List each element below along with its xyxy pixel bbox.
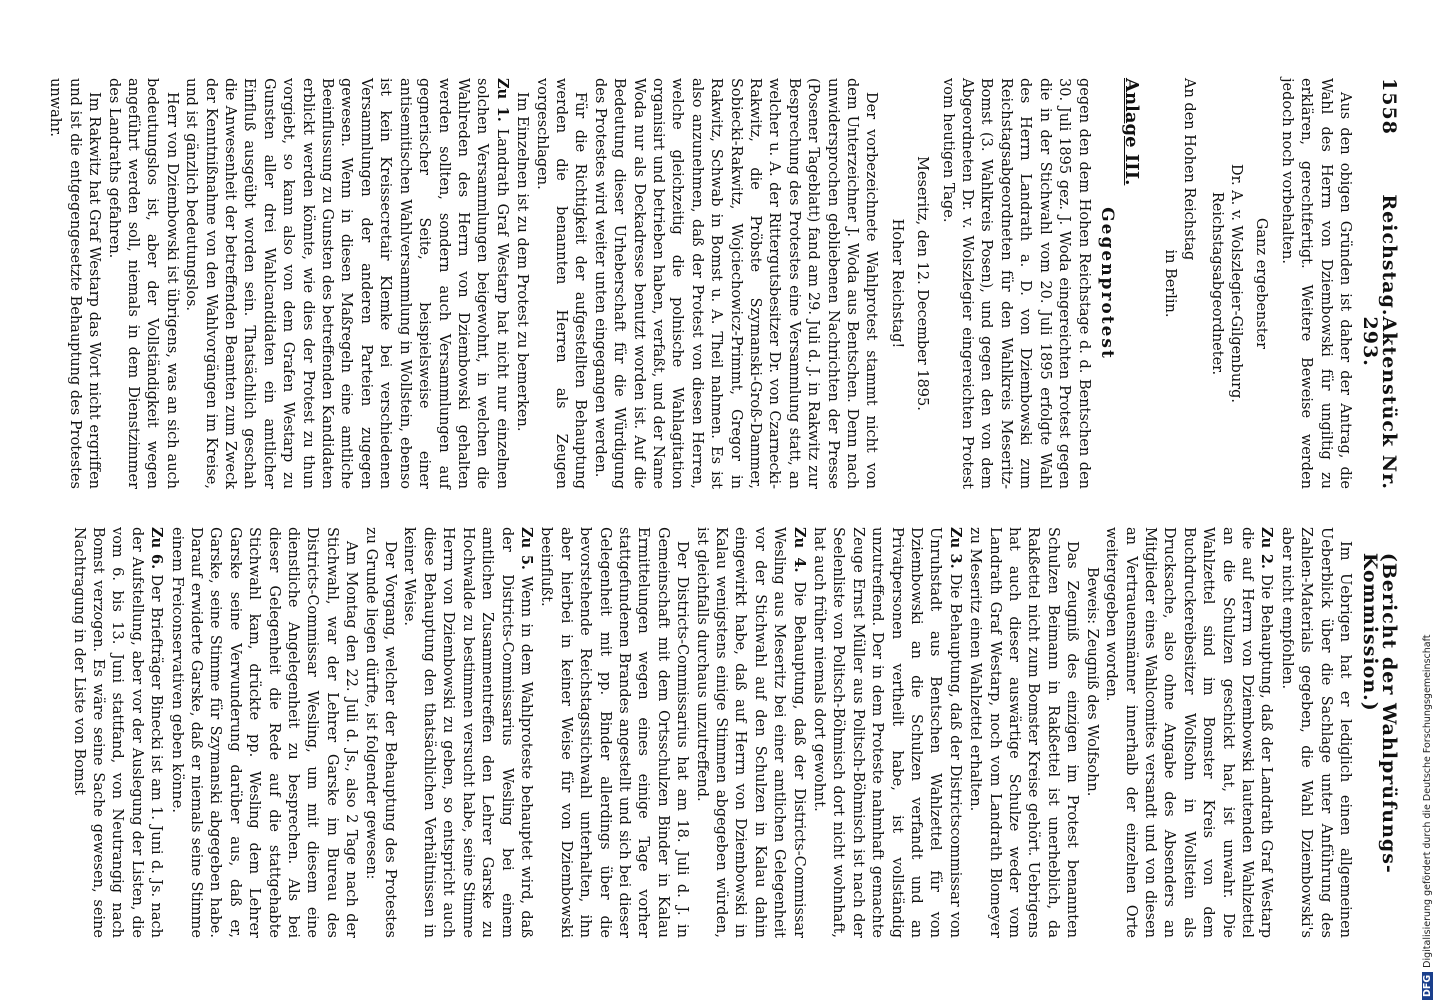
- item-label: Zu 4.: [790, 527, 808, 573]
- item-label: Zu 5.: [517, 527, 535, 570]
- address-line-2: in Berlin.: [1161, 249, 1178, 318]
- item-text: Die Behauptung, daß der Districts-Commissar Wesling aus Meseritz bei einer amtlichen Gelegenheit vor der Stichwahl auf den Schulzen in Kalau dahin eingewirkt habe, daß auf Herrn von Dziembowski in Kalau wenigstens einige Stimmen abgegeben würden, ist gleichfalls durchaus unzutreffend.: [693, 527, 807, 939]
- item-4: [691, 527, 808, 938]
- item-label: Zu 1.: [493, 78, 511, 122]
- page-header: [1358, 78, 1400, 960]
- intro-paragraph: Aus den obigen Gründen ist daher der Antrag, die Wahl des Herrn von Dziembowski für ungiltig zu erklären, gerechtfertigt. Weitere Beweise werden jedoch noch vorbehalten.: [1278, 78, 1353, 489]
- item-text: Wenn in dem Wahlproteste behauptet wird, daß der Districts-Commissarius Wesling bei einem amtlichen Zusammentreffen den Lehrer Garske zu Hochwalde zu bestimmen versucht habe, seine Stimme Herrn von Dziembowski zu geben, so entspricht auch diese Behauptung den thatsächlichen Verhältnissen in keiner Weise.: [401, 527, 534, 939]
- text-columns: [45, 78, 1354, 960]
- dfg-logo: DFG: [1422, 972, 1433, 1000]
- item-1: [181, 78, 512, 489]
- salutation: Hoher Reichstag!: [888, 218, 905, 349]
- paragraph: Der Vorgang, welcher der Behauptung des Protestes zu Grunde liegen dürfte, ist folgender gewesen:: [362, 527, 399, 938]
- paragraph: Der vorbezeichnete Wahlprotest stammt nicht von dem Unterzeichner J. Woda aus Bentschen. Denn nach unwidersprochen gebliebenen Nachrichten der Presse (Posener Tageblatt) fand am 29. Juli d. J. in Rakwitz zur Besprechung des Protestes eine Versammlung statt, an welcher u. A. der Rittergutsbesitzer Dr. von Czarnecki-Rakwitz, die Pröbste Szymanski-Groß-Dammer, Sobiecki-Rakwitz, Wojciechowicz-Primmt, Gregor in Rakwitz, Schwab in Bomst u. A. Theil nahmen. Es ist also anzunehmen, daß der Protest von diesen Herren, welche gleichzeitig die polnische Wahlagitation organisirt und betrieben haben, verfaßt, und der Name Woda nur als Deckadresse benutzt worden ist. Auf die Bedeutung dieser Urheberschaft für die Würdigung des Protestes wird weiter unten eingegangen werden.: [591, 78, 880, 489]
- item-2: [1101, 527, 1277, 938]
- paragraph: Für die Richtigkeit der aufgestellten Behauptung werden die benannten Herren als Zeugen vorgeschlagen.: [533, 78, 589, 489]
- item-text: Die Behauptung, daß der Landrath Graf Westarp die auf Herrn von Dziembowski lautenden Wahlzettel an die Schulzen geschickt hat, ist unwahr. Die Wahlzettel sind im Bomster Kreis von dem Buchdruckereibesitzer Wolfsohn in Wollstein als Drucksache, also ohne Angabe des Absenders an Mitglieder eines Wahlcomites versandt und von diesen an Vertrauensmänner innerhalb der einzelnen Orte weitergegeben worden.: [1103, 527, 1275, 939]
- item-label: Zu 6.: [148, 527, 166, 570]
- item-6: [68, 527, 166, 938]
- paragraph: Herr von Dziembowski ist übrigens, was an sich auch bedeutungslos ist, aber der Vollständigkeit wegen angeführt werden soll, niemals in dem Dienstzimmer des Landraths gefahren.: [105, 78, 180, 489]
- signatory-name: Dr. A. v. Wolszlegier-Gilgenburg.: [1227, 164, 1244, 403]
- dateline: Meseritz, den 12. December 1895.: [914, 156, 931, 411]
- item-text: Landrath Graf Westarp hat nicht nur einzelnen solchen Versammlungen beigewohnt, in welchen die Wahlreden des Herrn von Dziembowski gehalten werden sollten, sondern auch Versammlungen auf gegnerischer Seite, beispielsweise einer antisemitischen Wahlversammlung in Wollstein, ebenso ist kein Kreissecretair Klemke bei verschiedenen Versammlungen der anderen Parteien zugegen gewesen. Wenn in diesen Maßregeln eine amtliche Beeinflussung zu Gunsten des betreffenden Kandidaten erblickt werden könnte, wie dies der Protest zu thun vorgiebt, so kann also von dem Grafen Westarp zu Gunsten aller drei Wahlcandidaten ein amtlicher Einfluß ausgeübt worden sein. Thatsächlich geschah die Anwesenheit der betreffenden Beamten zum Zweck der Kenntnißnahme von den Wahlvorgängen im Kreise, und ist gänzlich bedeutungslos.: [183, 78, 510, 489]
- item-label: Zu 2.: [1258, 527, 1276, 569]
- page-number: 1558: [1378, 78, 1400, 135]
- paragraph: Im Einzelnen ist zu dem Protest zu bemerken.: [514, 92, 531, 432]
- annex-label: Anlage III.: [1121, 78, 1143, 186]
- left-column: [45, 78, 1354, 489]
- item-text: Der Briefträger Binecki ist am 1. Juni d. Js. nach der Aufstellung, aber vor der Auslegung der Listen, die vom 6. bis 13. Juni stattfand, von Neutrangig nach Bomst verzogen. Es wäre seine Sache gewesen, seine Nachtragung in der Liste von Bomst: [70, 527, 165, 939]
- protest-title: Gegenprotest: [1096, 207, 1117, 360]
- item-text: Die Behauptung, daß der Districtscommissar von Unruhstadt aus Bentschen Wahlzettel für von Dziembowski an die Schulzen verfandt und an Privatpersonen vertheilt habe, ist vollständig unzutreffend. Der in dem Proteste nahmhaft gemachte Zeuge Ernst Müller aus Politsch-Böhmisch ist nach der Seelenliste von Politsch-Böhmisch dort nicht wohnhaft, hat auch früher niemals dort gewohnt.: [811, 527, 963, 939]
- header-middle-title: Aktenstück Nr. 293.: [1358, 316, 1400, 490]
- footer-text: Digitalisierung gefördert durch die Deutsche Forschungsgemeinschaft: [1422, 634, 1433, 968]
- protest-subtitle: gegen den dem Hohen Reichstage d. d. Bentschen den 30. Juli 1895 gez. J. Woda eingereichten Protest gegen die in der Stichwahl vom 20. Juli 1895 erfolgte Wahl des Herrn Landrath a. D. von Dziembowski zum Reichstagsabgeordneten für den Wahlkreis Meseritz-Bomst (3. Wahlkreis Posen), und gegen den von dem Abgeordneten Dr. v. Wolszlegier eingereichten Protest vom heutigen Tage.: [939, 78, 1092, 489]
- item-3: [809, 527, 965, 938]
- proof-line: Beweis: Zeugniß des Wolfsohn.: [1083, 567, 1100, 797]
- digitization-footer: [1422, 635, 1433, 1000]
- closing-phrase: Ganz ergebenster: [1253, 217, 1270, 350]
- paragraph: Das Zeugniß des einzigen im Protest benannten Schulzen Beimann in Rakßettel ist unerheblich, da Rakßettel nicht zum Bomster Kreise gehört. Uebrigens hat auch dieser auswärtige Schulze weder vom Landrath Graf Westarp, noch vom Landrath Blomeyer zu Meseritz einen Wahlzettel erhalten.: [967, 527, 1081, 938]
- header-right-title: (Bericht der Wahlprüfungs-Kommission.): [1358, 552, 1400, 874]
- paragraph: Im Rakwitz hat Graf Westarp das Wort nicht ergriffen und ist die entgegengesetzte Behauptung des Protestes unwahr.: [47, 78, 103, 489]
- paragraph: Der Districts-Commissarius hat am 18. Juli d. J. in Gemeinschaft mit dem Ortsschulzen Binder in Kalau Ermittelungen wegen eines einige Tage vorher stattgefundenen Brandes angestellt und sich bei dieser Gelegenheit mit pp. Binder allerdings über die bevorstehende Reichstagsstichwahl unterhalten, ihn aber hierbei in keiner Weise für von Dziembowski beeinflußt.: [538, 527, 691, 938]
- header-left-title: Reichstag.: [1378, 194, 1400, 317]
- signatory-title: Reichstagsabgeordneter.: [1208, 191, 1225, 376]
- item-label: Zu 3.: [946, 527, 964, 569]
- paragraph: Am Montag den 22. Juli d. Js., also 2 Tage nach der Stichwahl, war der Lehrer Garske im Bureau des Districts-Commissar Wesling, um mit diesem eine dienstliche Angelegenheit zu besprechen. Als bei dieser Gelegenheit die Rede auf die stattgehabte Stichwahl kam, drückte pp. Wesling dem Lehrer Garske seine Verwunderung darüber aus, daß er, Garske, seine Stimme für Szymanski abgegeben habe. Darauf erwiderte Garske, daß er niemals seine Stimme einem Freiconservativen geben könne.: [168, 527, 360, 938]
- item-5: [399, 527, 536, 938]
- address-line-1: An den Hohen Reichstag: [1181, 78, 1198, 261]
- paragraph: Im Uebrigen hat er lediglich einen allgemeinen Ueberblick über die Sachlage unter Anführung des Zahlen-Materials gegeben, die Wahl Dziembowski's aber nicht empfohlen.: [1278, 527, 1353, 938]
- right-column: [45, 527, 1354, 938]
